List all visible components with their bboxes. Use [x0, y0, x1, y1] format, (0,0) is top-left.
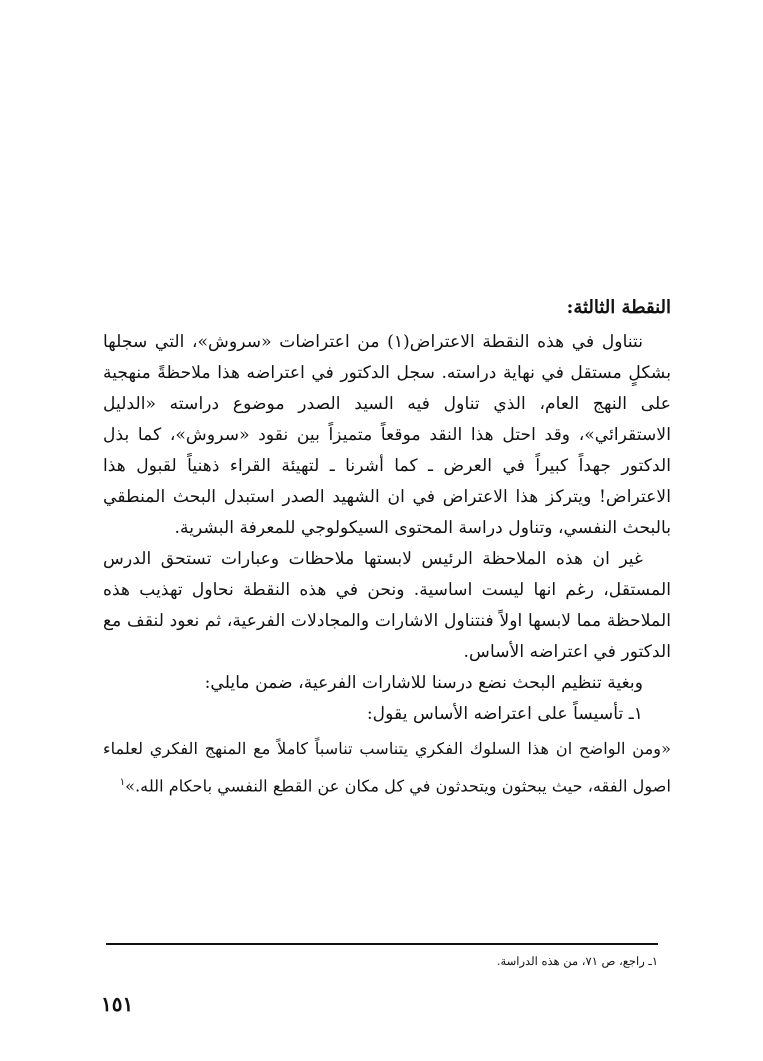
quote-text: «ومن الواضح ان هذا السلوك الفكري يتناسب تناسباً كاملاً مع المنهج الفكري لعلماء اصول الفقه، حيث يبحثون ويتحدثون في كل مكان عن القطع النفسي باحكام الله.»: [103, 739, 671, 796]
page-number: ١٥١: [101, 992, 134, 1016]
numbered-item-1: ١ـ تأسيساً على اعتراضه الأساس يقول:: [366, 704, 643, 724]
body-paragraph-3: وبغية تنظيم البحث نضع درسنا للاشارات الفرعية، ضمن مايلي:: [204, 673, 643, 693]
section-heading: النقطة الثالثة:: [566, 297, 671, 318]
body-paragraph-1: نتناول في هذه النقطة الاعتراض(١) من اعتراضات «سروش»، التي سجلها بشكلٍ مستقل في نهاية دراسته. سجل الدكتور في اعتراضه هذا ملاحظةً منهجية على النهج العام، الذي تناول فيه السيد الصدر موضوع دراسته «الدليل الاستقرائي»، وقد احتل هذا النقد موقعاً متميزاً بين نقود «سروش»، كما بذل الدكتور جهداً كبيراً في العرض ـ كما أشرنا ـ لتهيئة القراء ذهنياً لقبول هذا الاعتراض! ويتركز هذا الاعتراض في ان الشهيد الصدر استبدل البحث المنطقي بالبحث النفسي، وتناول دراسة المحتوى السيكولوجي للمعرفة البشرية.: [103, 332, 671, 538]
block-quote: [103, 732, 671, 803]
body-paragraph-2: غير ان هذه الملاحظة الرئيس لابستها ملاحظات وعبارات تستحق الدرس المستقل، رغم انها ليست اساسية. ونحن في هذه النقطة نحاول تهذيب هذه الملاحظة مما لابسها اولاً فنتناول الاشارات والمجادلات الفرعية، ثم نعود لنقف مع الدكتور في اعتراضه الأساس.: [103, 549, 671, 662]
footnote: ١ـ راجع، ص ٧١، من هذه الدراسة.: [496, 954, 658, 968]
page-body: [103, 292, 671, 803]
footnote-divider: [106, 943, 658, 945]
footnote-marker: ١: [119, 777, 126, 788]
